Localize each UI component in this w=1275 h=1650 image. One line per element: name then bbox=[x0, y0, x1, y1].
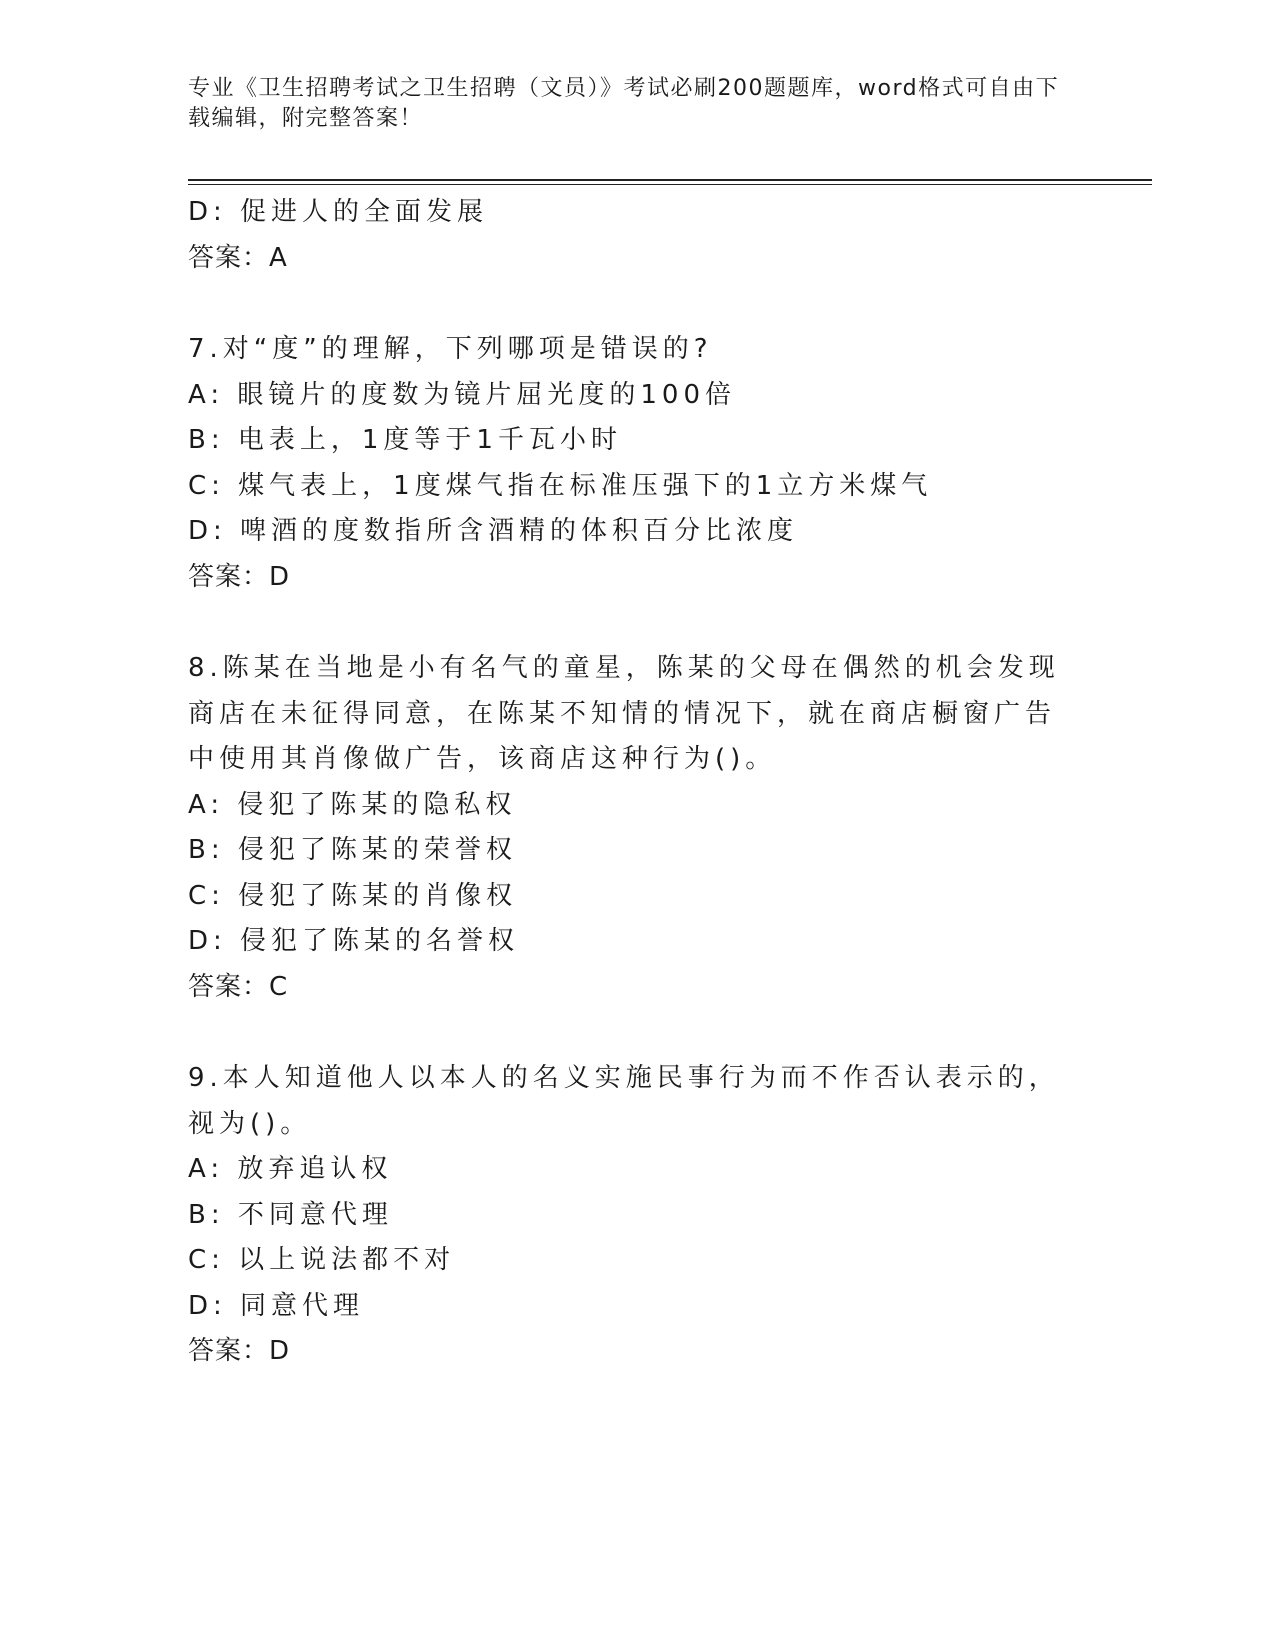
option-b: B: 不同意代理 bbox=[188, 1199, 393, 1230]
question-block bbox=[188, 327, 1088, 600]
spacer bbox=[188, 281, 1088, 327]
question-content bbox=[188, 190, 1088, 1375]
header-divider-thin bbox=[188, 184, 1152, 185]
option-a: A: 眼镜片的度数为镜片屈光度的100倍 bbox=[188, 379, 736, 410]
question-stem: 7.对“度”的理解，下列哪项是错误的? bbox=[188, 334, 713, 364]
option-a: A: 放弃追认权 bbox=[188, 1154, 393, 1184]
answer-line: 答案：D bbox=[188, 1336, 291, 1366]
question-block bbox=[188, 646, 1088, 1010]
option-c: C: 以上说法都不对 bbox=[188, 1245, 456, 1275]
question-stem: 9.本人知道他人以本人的名义实施民事行为而不作否认表示的，视为()。 bbox=[188, 1063, 1060, 1139]
answer-line: 答案：C bbox=[188, 971, 289, 1002]
header-divider-thick bbox=[188, 179, 1152, 181]
option-d: D: 促进人的全面发展 bbox=[188, 197, 489, 227]
option-b: B: 侵犯了陈某的荣誉权 bbox=[188, 835, 517, 865]
answer-line: 答案：A bbox=[188, 242, 288, 273]
question-stem: 8.陈某在当地是小有名气的童星，陈某的父母在偶然的机会发现商店在未征得同意，在陈某不知情的情况下，就在商店橱窗广告中使用其肖像做广告，该商店这种行为()。 bbox=[188, 653, 1060, 774]
spacer bbox=[188, 1010, 1088, 1056]
option-d: D: 同意代理 bbox=[188, 1290, 365, 1321]
option-a: A: 侵犯了陈某的隐私权 bbox=[188, 789, 517, 820]
option-c: C: 侵犯了陈某的肖像权 bbox=[188, 880, 518, 911]
document-header: 专业《卫生招聘考试之卫生招聘（文员）》考试必刷200题题库，word格式可自由下载编辑，附完整答案！ bbox=[188, 76, 1060, 131]
option-d: D: 侵犯了陈某的名誉权 bbox=[188, 926, 520, 956]
question-block bbox=[188, 1056, 1088, 1375]
option-c: C: 煤气表上，1度煤气指在标准压强下的1立方米煤气 bbox=[188, 470, 933, 501]
spacer bbox=[188, 600, 1088, 646]
option-b: B: 电表上，1度等于1千瓦小时 bbox=[188, 425, 622, 455]
option-d: D: 啤酒的度数指所含酒精的体积百分比浓度 bbox=[188, 516, 799, 546]
answer-line: 答案：D bbox=[188, 561, 291, 592]
